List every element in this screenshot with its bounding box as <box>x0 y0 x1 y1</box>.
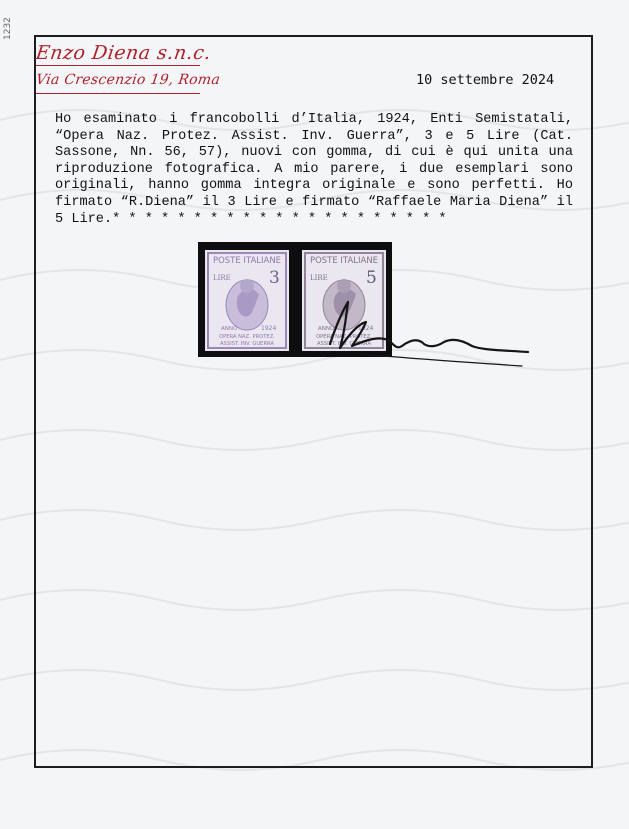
stamp-value: 3 <box>269 268 280 288</box>
stamp-currency: LIRE <box>310 274 328 282</box>
text-terminator: * * * * * * * * * * * * * * * * * * * * * <box>112 211 447 227</box>
stamp-footer-line1: OPERA NAZ. PROTEZ. <box>219 334 275 340</box>
stamp-3-lire-artwork <box>205 250 289 351</box>
stamp-currency: LIRE <box>213 274 231 282</box>
certificate-body <box>55 112 573 228</box>
signature-mark <box>322 296 532 371</box>
stamp-3-lire <box>205 250 289 351</box>
letterhead-company: Enzo Diena s.n.c. <box>34 42 213 64</box>
stamp-year-label: ANNO <box>221 326 238 332</box>
stamp-year-label: ANNO <box>318 326 335 332</box>
stamp-header: POSTE ITALIANE <box>309 256 379 266</box>
stamp-year: 1924 <box>261 325 277 332</box>
stamp-header: POSTE ITALIANE <box>212 256 282 266</box>
stamp-footer-line2: ASSIST. INV. GUERRA <box>316 341 372 347</box>
certificate-date: 10 settembre 2024 <box>416 72 555 88</box>
certificate-text: Ho esaminato i francobolli d’Italia, 1924, Enti Semistatali, “Opera Naz. Protez. Assist. Inv. Guerra”, 3 e 5 Lire (Cat. Sassone, Nn. 56, 57), nuovi con gomma, di cui è qui unita una riproduzione fotografica. A mio parere, i due esemplari sono originali, hanno gomma integra originale e sono perfetti. Ho firmato “R.Diena” il 3 Lire e firmato “Raffaele Maria Diena” il 5 Lire. <box>55 112 573 227</box>
stamp-footer-line1: OPERA NAZ. PROTEZ. <box>316 334 372 340</box>
letterhead-underline <box>36 93 200 94</box>
letterhead-underline <box>36 65 200 66</box>
stamp-footer-line2: ASSIST. INV. GUERRA <box>219 341 275 347</box>
pencil-edge-note <box>0 2 14 42</box>
letterhead-address: Via Crescenzio 19, Roma <box>34 72 222 88</box>
stamp-value: 5 <box>366 268 377 288</box>
edge-note-text: 1232 <box>3 17 13 40</box>
stamp-year: 1924 <box>358 325 374 332</box>
